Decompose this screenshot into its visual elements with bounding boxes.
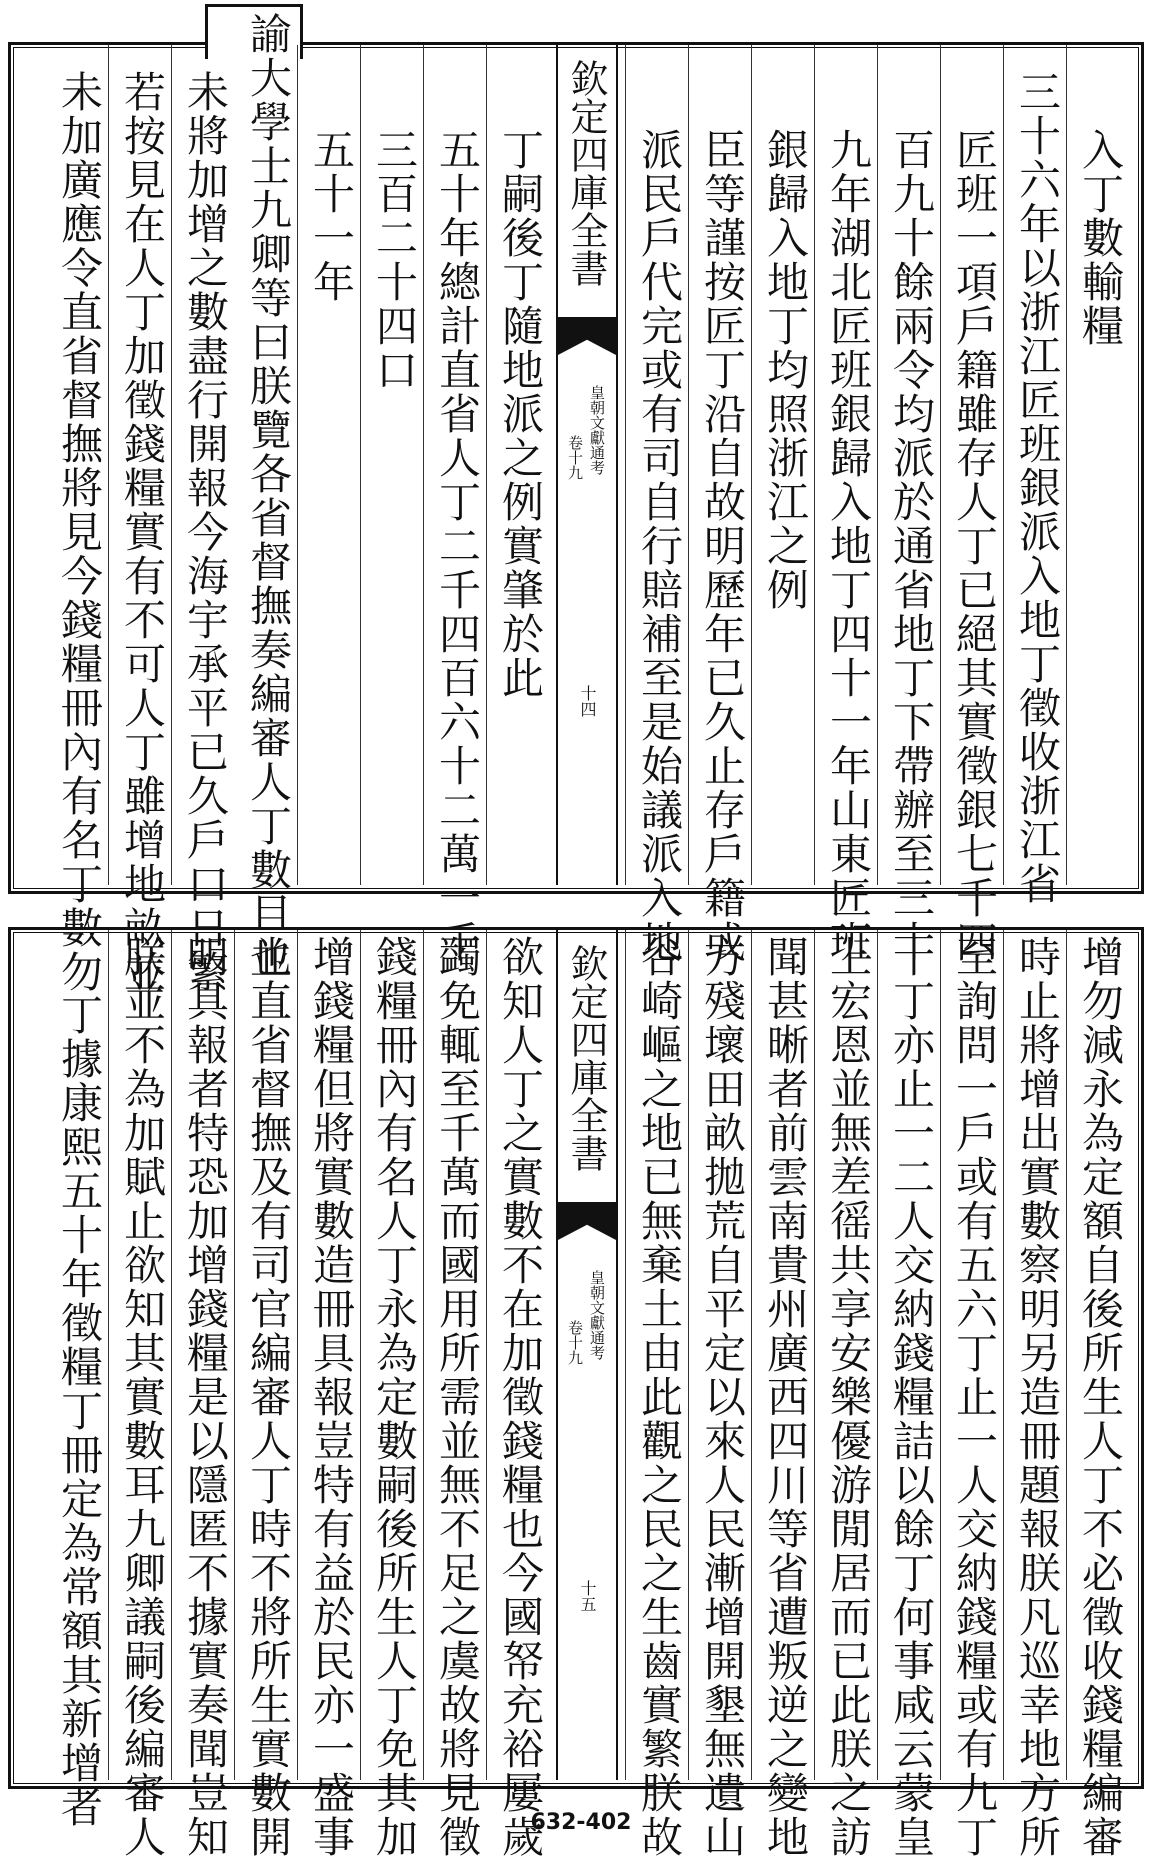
text-column: 十丁亦止一二人交納錢糧詰以餘丁何事咸云蒙皇 [887, 935, 936, 1859]
text-column: 蠲免輒至千萬而國用所需並無不足之虞故將見徵 [433, 935, 482, 1859]
text-column: 谷崎嶇之地已無棄土由此觀之民之生齒實繁朕故 [635, 935, 684, 1859]
column-rule [171, 45, 172, 885]
text-column: 聞甚晰者前雲南貴州廣西四川等省遭叛逆之變地 [761, 935, 810, 1859]
column-rule [486, 45, 487, 885]
column-rule [751, 45, 752, 885]
column-rule [234, 930, 235, 1780]
volume-number: 卷十九 [566, 435, 584, 480]
column-rule [877, 45, 878, 885]
text-column: 方殘壞田畝拋荒自平定以來人民漸增開墾無遺山 [698, 935, 747, 1859]
column-rule [877, 930, 878, 1780]
text-column: 派民戶代完或有司自行賠補至是始議派入地 [635, 128, 684, 964]
column-rule [486, 930, 487, 1780]
folio-number: 十五 [578, 1580, 597, 1612]
text-column: 錢糧冊內有名人丁永為定數嗣後所生人丁免其加 [370, 935, 419, 1859]
section-title: 皇朝文獻通考 [588, 1270, 606, 1360]
text-column: 銀歸入地丁均照浙江之例 [761, 128, 810, 612]
book-title: 欽定四庫全書 [564, 59, 608, 287]
text-column: 明具報者特恐加增錢糧是以隱匿不據實奏聞豈知 [181, 935, 230, 1859]
text-column: 五十年總計直省人丁二千四百六十二萬一千 [433, 128, 482, 964]
column-rule [625, 45, 626, 885]
column-rule [1003, 45, 1004, 885]
column-rule [625, 930, 626, 1780]
column-rule [1066, 930, 1067, 1780]
text-column: 丁嗣後丁隨地派之例實肇於此 [496, 128, 545, 700]
text-column: 增勿減永為定額自後所生人丁不必徵收錢糧編審 [1076, 935, 1125, 1859]
text-column: 時止將增出實數察明另造冊題報朕凡巡幸地方所 [1013, 935, 1062, 1859]
column-rule [360, 930, 361, 1780]
column-rule [297, 930, 298, 1780]
section-title: 皇朝文獻通考 [588, 385, 606, 475]
text-column: 三百二十四口 [370, 128, 419, 392]
edict-column: 諭大學士九卿等曰朕覽各省督撫奏編審人丁數目並 [244, 12, 293, 980]
center-fold-column [556, 930, 618, 1780]
column-rule [171, 930, 172, 1780]
text-column: 九年湖北匠班銀歸入地丁四十一年山東匠班 [824, 128, 873, 964]
column-rule [814, 45, 815, 885]
fishtail-mark [558, 317, 616, 355]
text-column: 若按見在人丁加徵錢糧實有不可人丁雖增地畝並 [118, 70, 167, 994]
column-rule [423, 930, 424, 1780]
text-column: 未將加增之數盡行開報今海宇承平已久戶口日繁 [181, 70, 230, 994]
text-column: 欲知人丁之實數不在加徵錢糧也今國帑充裕屢歲 [496, 935, 545, 1859]
column-rule [940, 930, 941, 1780]
column-rule [297, 45, 298, 885]
column-rule [1066, 45, 1067, 885]
text-column: 丁據康熙五十年徵糧丁冊定為常額其新增者 [55, 993, 104, 1829]
text-column: 也直省督撫及有司官編審人丁時不將所生實數開 [244, 935, 293, 1859]
text-column: 臣等謹按匠丁沿自故明歷年已久止存戶籍或 [698, 128, 747, 964]
text-column: 朕並不為加賦止欲知其實數耳九卿議嗣後編審人 [118, 935, 167, 1859]
column-rule [940, 45, 941, 885]
column-rule [108, 930, 109, 1780]
page-number: 632-402 [530, 1810, 632, 1835]
column-rule [108, 45, 109, 885]
text-column: 三十六年以浙江匠班銀派入地丁徵收浙江省 [1013, 70, 1062, 906]
text-column: 未加廣應令直省督撫將見今錢糧冊內有名丁數勿 [55, 70, 104, 994]
column-rule [1003, 930, 1004, 1780]
text-column: 上宏恩並無差徭共享安樂優游閒居而已此朕之訪 [824, 935, 873, 1859]
text-column: 至詢問一戶或有五六丁止一人交納錢糧或有九丁 [950, 935, 999, 1859]
column-rule [360, 45, 361, 885]
book-title: 欽定四庫全書 [564, 944, 608, 1172]
volume-number: 卷十九 [566, 1320, 584, 1365]
fishtail-mark [558, 1202, 616, 1240]
text-column: 匠班一項戶籍雖存人丁已絕其實徵銀七千四 [950, 128, 999, 964]
center-fold-column [556, 45, 618, 885]
column-rule [688, 45, 689, 885]
column-rule [423, 45, 424, 885]
column-rule [751, 930, 752, 1780]
text-column: 百九十餘兩令均派於通省地丁下帶辦至三十 [887, 128, 936, 964]
text-column: 增錢糧但將實數造冊具報豈特有益於民亦一盛事 [307, 935, 356, 1859]
text-column: 五十一年 [307, 128, 356, 304]
text-column: 入丁數輸糧 [1076, 128, 1125, 348]
column-rule [688, 930, 689, 1780]
folio-number: 十四 [578, 685, 597, 717]
column-rule [814, 930, 815, 1780]
